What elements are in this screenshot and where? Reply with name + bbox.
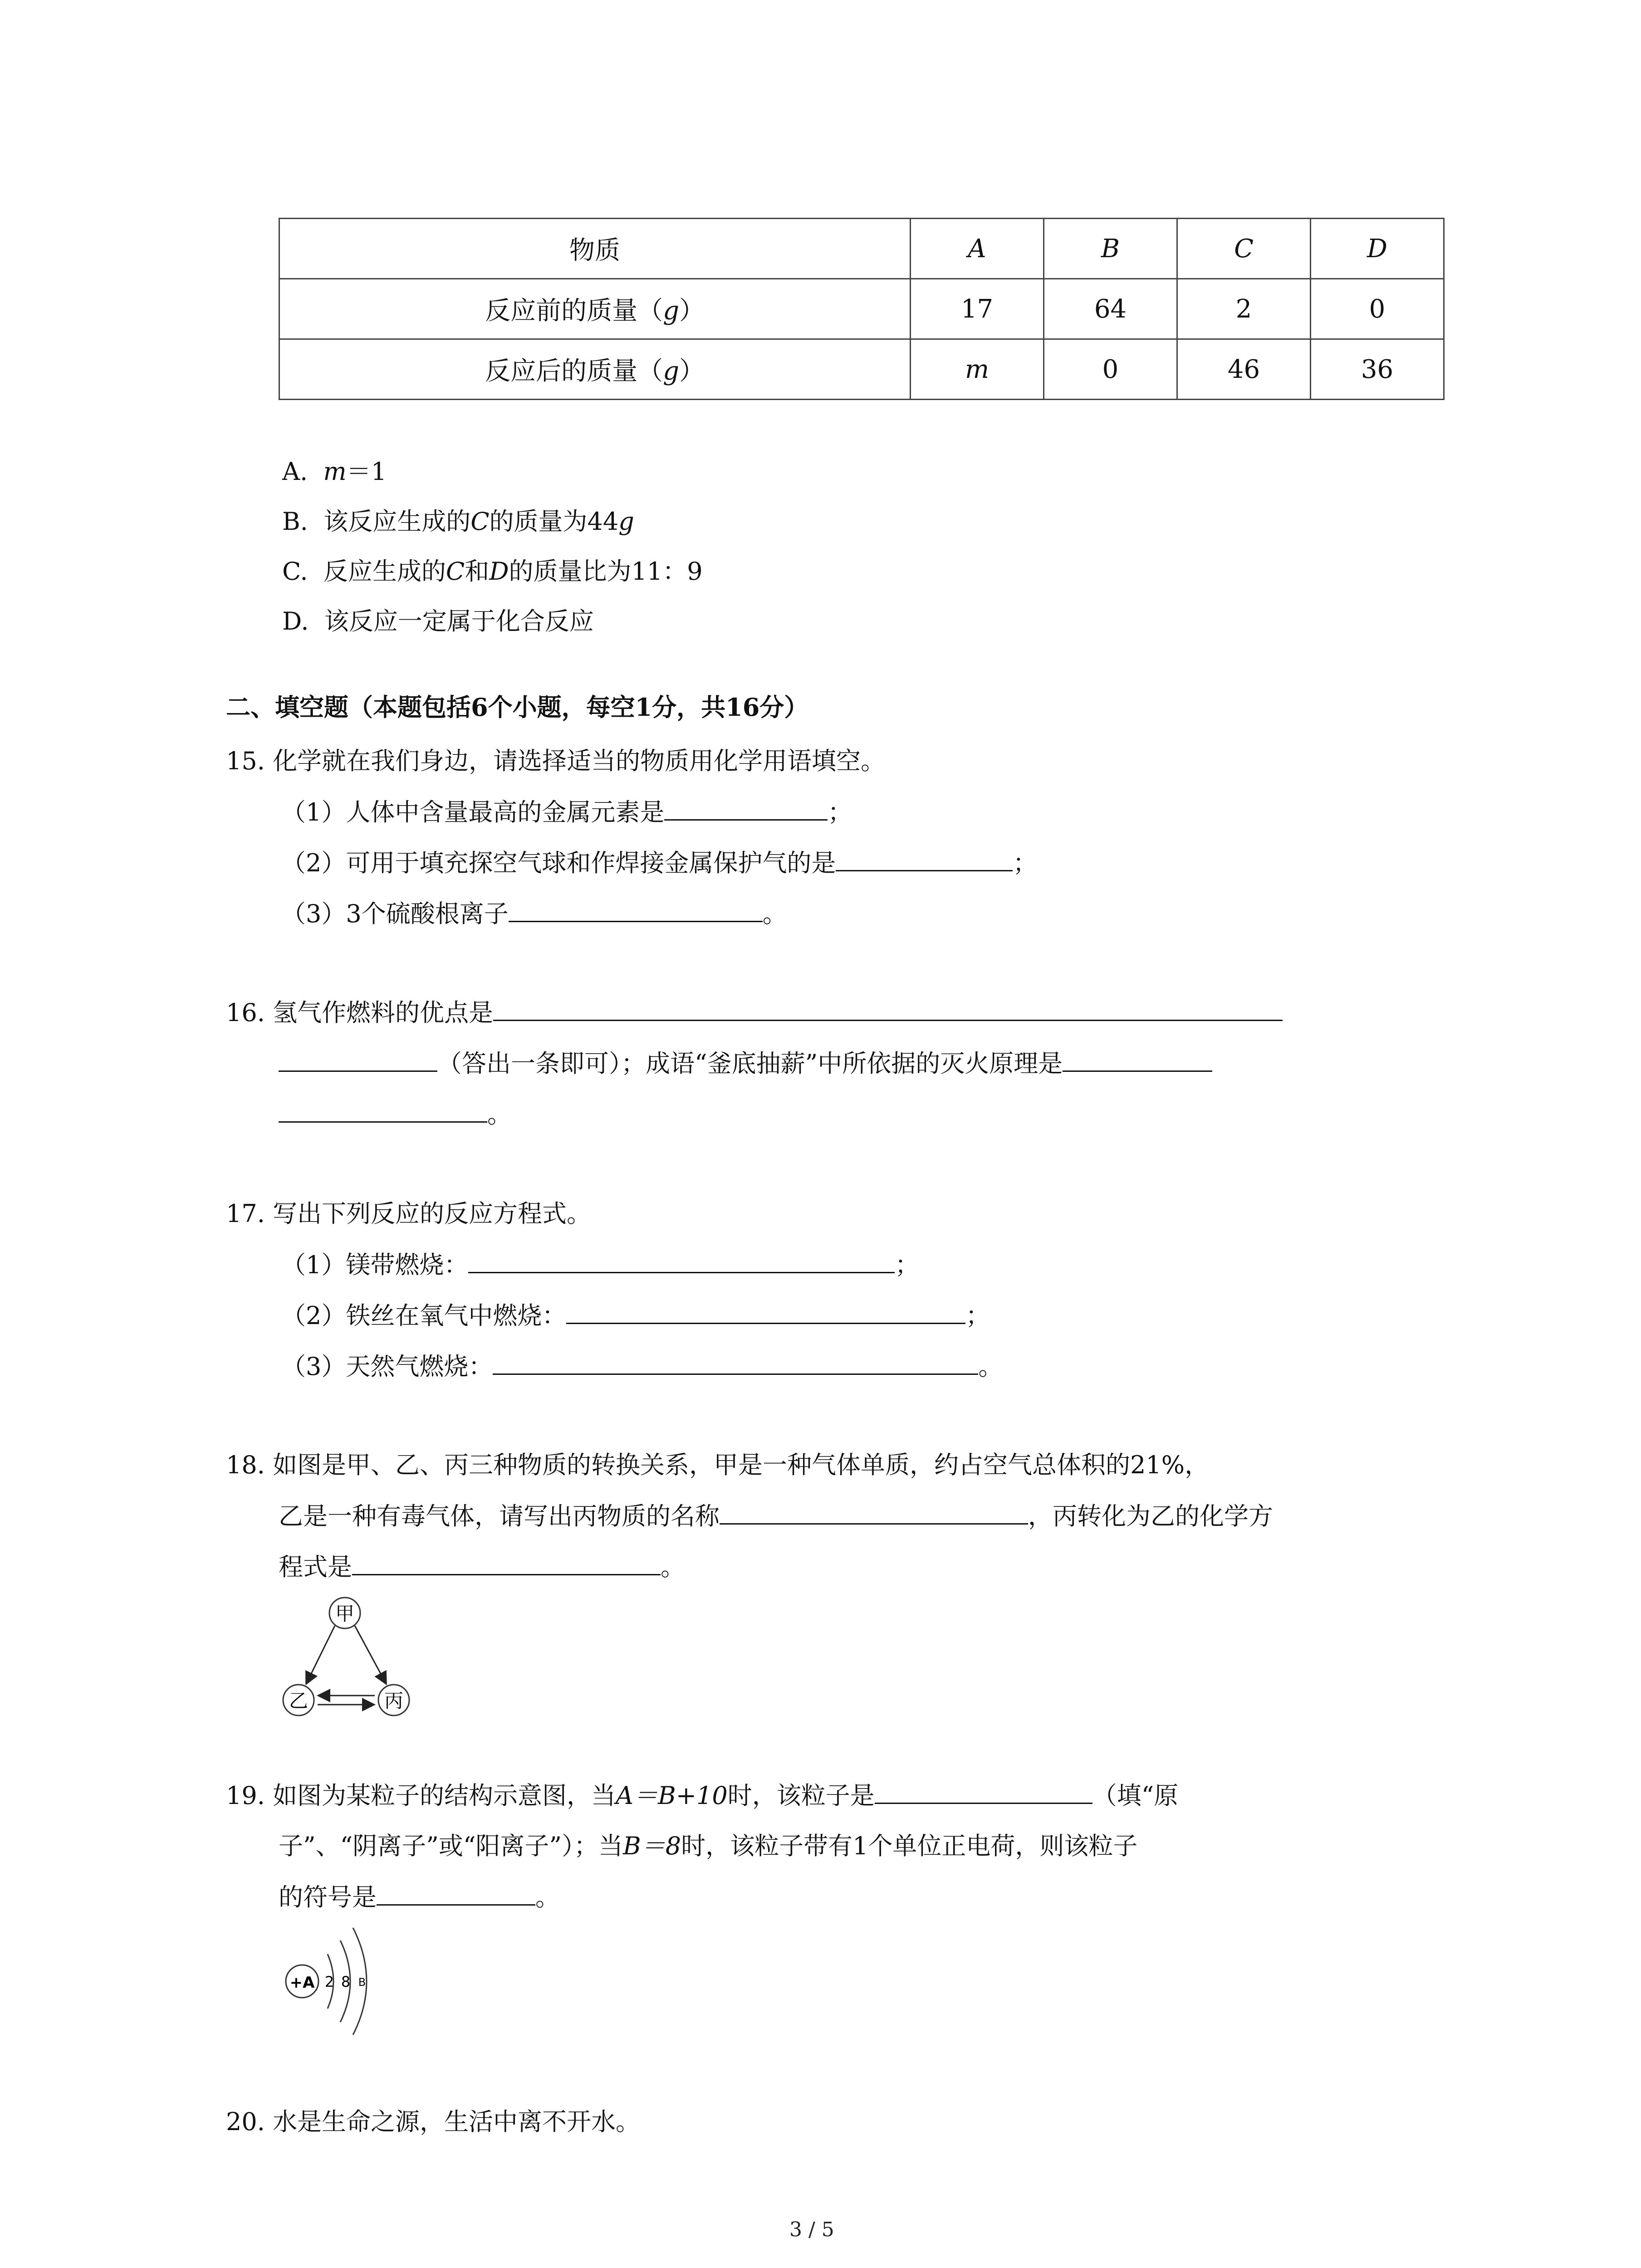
table-header-cell: D	[1311, 219, 1444, 279]
node-jia-label: 甲	[335, 1603, 355, 1625]
option-a: A. m＝1	[282, 457, 387, 486]
q19-line1: 19. 如图为某粒子的结构示意图，当A＝B+10时，该粒子是 （填“原	[226, 1778, 1178, 1813]
arrow-jia-bing	[355, 1626, 386, 1683]
q17-part3: （3）天然气燃烧： 。	[281, 1349, 1003, 1384]
answer-blank[interactable]	[493, 1349, 978, 1375]
table-cell: 2	[1177, 279, 1311, 339]
atom-structure-diagram	[277, 1919, 381, 2055]
q15-part3: （3）3个硫酸根离子 。	[281, 896, 787, 931]
shell-3-electrons: B	[358, 1976, 366, 1989]
table-cell: 0	[1044, 339, 1177, 400]
q16-line3: 。	[279, 1097, 512, 1132]
arrow-jia-yi	[307, 1626, 335, 1683]
table-cell: m	[911, 339, 1044, 400]
table-header-cell: B	[1044, 219, 1177, 279]
answer-blank[interactable]	[377, 1880, 535, 1906]
nucleus-charge: +A	[289, 1974, 315, 1992]
q19-line2: 子”、“阴离子”或“阳离子”）；当B＝8时，该粒子带有1个单位正电荷，则该粒子	[279, 1832, 1138, 1860]
shell-1-electrons: 2	[324, 1973, 334, 1990]
table-cell: 36	[1311, 339, 1444, 400]
answer-blank[interactable]	[493, 995, 1283, 1021]
table-header-cell: C	[1177, 219, 1311, 279]
answer-blank[interactable]	[352, 1549, 661, 1575]
table-row	[279, 279, 1444, 339]
table-cell: 46	[1177, 339, 1311, 400]
q15-part1: （1）人体中含量最高的金属元素是 ；	[281, 795, 852, 830]
answer-blank[interactable]	[875, 1778, 1092, 1804]
q19-line3: 的符号是 。	[279, 1880, 560, 1915]
answer-blank[interactable]	[1063, 1046, 1212, 1072]
q20-stem: 20. 水是生命之源，生活中离不开水。	[226, 2107, 641, 2136]
table-cell: 17	[911, 279, 1044, 339]
mass-table	[279, 218, 1445, 400]
answer-blank[interactable]	[279, 1046, 437, 1072]
answer-blank[interactable]	[664, 795, 828, 821]
table-header-cell: A	[911, 219, 1044, 279]
q17-stem: 17. 写出下列反应的反应方程式。	[226, 1199, 592, 1228]
answer-blank[interactable]	[279, 1097, 487, 1123]
conversion-diagram	[272, 1592, 422, 1724]
answer-blank[interactable]	[836, 846, 1013, 871]
node-bing-label: 丙	[384, 1690, 404, 1712]
table-header-row	[279, 219, 1444, 279]
answer-blank[interactable]	[468, 1247, 895, 1273]
answer-blank[interactable]	[566, 1298, 965, 1324]
table-row	[279, 339, 1444, 400]
q17-part2: （2）铁丝在氧气中燃烧： ；	[281, 1298, 990, 1333]
shell-2-electrons: 8	[341, 1973, 351, 1990]
node-yi-label: 乙	[289, 1690, 309, 1712]
q18-line3: 程式是 。	[279, 1549, 685, 1584]
section-title: 二、填空题（本题包括6个小题，每空1分，共16分）	[226, 693, 809, 722]
q15-part2: （2）可用于填充探空气球和作焊接金属保护气的是 ；	[281, 846, 1037, 880]
q18-line1: 18. 如图是甲、乙、丙三种物质的转换关系，甲是一种气体单质，约占空气总体积的21%，	[226, 1451, 1210, 1479]
q18-line2: 乙是一种有毒气体，请写出丙物质的名称 ，丙转化为乙的化学方	[279, 1499, 1273, 1534]
answer-blank[interactable]	[720, 1499, 1028, 1525]
table-row-label: 反应前的质量（g）	[279, 279, 911, 339]
table-header-cell: 物质	[279, 219, 911, 279]
option-d: D. 该反应一定属于化合反应	[282, 607, 594, 635]
q16-line2: （答出一条即可）；成语“釜底抽薪”中所依据的灭火原理是	[279, 1046, 1212, 1081]
table-row-label: 反应后的质量（g）	[279, 339, 911, 400]
table-cell: 64	[1044, 279, 1177, 339]
answer-blank[interactable]	[509, 896, 763, 922]
q17-part1: （1）镁带燃烧： ；	[281, 1247, 919, 1282]
q16-line1: 16. 氢气作燃料的优点是	[226, 995, 1283, 1030]
page-number: 3 / 5	[789, 2218, 834, 2241]
table-cell: 0	[1311, 279, 1444, 339]
option-c: C. 反应生成的C和D的质量比为11：9	[282, 557, 703, 586]
option-b: B. 该反应生成的C的质量为44g	[282, 507, 634, 536]
q15-stem: 15. 化学就在我们身边，请选择适当的物质用化学用语填空。	[226, 747, 886, 775]
